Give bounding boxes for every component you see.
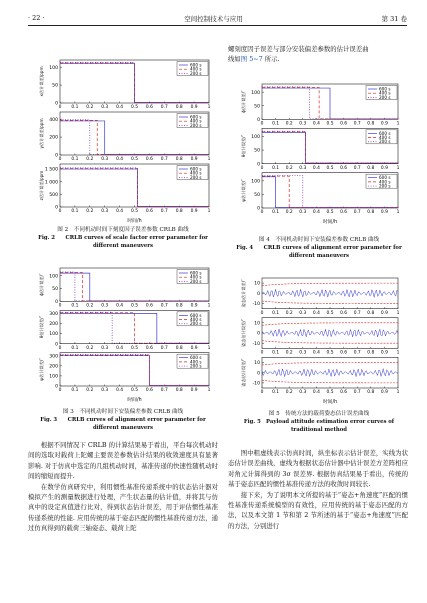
y-axis-label: θ估计误差/″ [241,134,246,158]
x-tick-label: 0.2 [285,310,293,316]
sigma-lower-bound [262,341,398,344]
x-tick-label: 0.7 [353,121,361,127]
x-tick-label: 0.1 [272,165,280,171]
x-tick-label: 0.1 [272,210,280,216]
figure-5-caption-cn: 图 5 传统方法的载荷姿态估计误差曲线 [268,411,370,417]
x-tick-label: 0.9 [380,121,388,127]
x-tick-label: 0.1 [71,345,79,351]
legend-label: 600 s [379,175,391,181]
x-tick-label: 0 [58,105,62,111]
y-tick-label: 0 [257,117,260,123]
x-tick-label: 0 [260,210,264,216]
x-tick-label: 0.9 [190,157,198,163]
x-tick-label: 0.3 [299,210,307,216]
legend-label: 400 s [190,359,202,365]
figure-4-caption [226,236,412,261]
figure-2-caption-en: Fig. 2 CRLB curves of scale factor error parameter for [38,235,208,242]
y-tick-label: 100 [251,179,260,185]
x-tick-label: 0.3 [101,303,109,309]
y-tick-label: 0 [55,205,58,211]
y-tick-label: 0 [55,342,58,348]
y-tick-label: 0 [55,153,58,159]
y-tick-label: 0 [55,299,58,305]
sigma-upper-bound [262,362,398,365]
y-tick-label: 50 [254,104,260,110]
x-axis-label: 时间/h [127,398,142,403]
legend-label: 400 s [190,317,202,323]
x-tick-label: 1 [207,157,211,163]
x-tick-label: 0.2 [86,303,94,309]
x-tick-label: 0.8 [367,121,375,127]
y-axis-label: 姿态估计误差/″ [241,358,246,387]
x-tick-label: 0.6 [340,310,348,316]
x-tick-label: 0.7 [160,209,168,215]
paragraph: 根据不同情况下 CRLB 的计算结果易于看出，平台每次机动时间的选取对载荷上陀螺主要误差参数估计结果的收敛速度具有显著影响. 对于仿真中选定的几组机动时间，基准传递的快速性随机动时间的缩短而提升. [28,441,218,481]
x-tick-label: 0.3 [299,350,307,356]
x-tick-label: 0 [58,157,62,163]
x-tick-label: 0.4 [312,210,320,216]
x-tick-label: 0.1 [272,350,280,356]
y-axis-label: 姿态估计误差/″ [241,318,246,348]
error-curve [262,289,398,297]
x-tick-label: 0.7 [353,165,361,171]
x-tick-label: 1 [207,105,211,111]
x-tick-label: 0.8 [367,310,375,316]
x-tick-label: 0.2 [285,350,293,356]
y-tick-label: 0 [257,162,260,168]
x-tick-label: 0.4 [116,157,124,163]
legend-label: 600 s [379,86,391,92]
x-tick-label: 0.3 [299,165,307,171]
y-tick-label: 50 [52,83,58,89]
y-tick-label: 100 [49,274,58,280]
y-tick-label: 50 [52,287,58,293]
y-tick-label: 1 000 [44,180,58,186]
fig2-chart-svg [30,58,215,223]
x-tick-label: 0.5 [326,121,334,127]
x-tick-label: 0.7 [353,350,361,356]
x-tick-label: 0.9 [190,303,198,309]
x-tick-label: 1 [396,121,400,127]
x-tick-label: 0.8 [175,345,183,351]
x-tick-label: 0.7 [160,303,168,309]
x-tick-label: 0.6 [340,165,348,171]
x-tick-label: 0.1 [71,303,79,309]
figure-reference-link[interactable]: 图 5~7 [240,55,263,64]
legend-label: 400 s [379,90,391,96]
x-tick-label: 0.9 [380,390,388,396]
x-tick-label: 0.5 [326,350,334,356]
y-tick-label: 100 [49,374,58,380]
figure-3-caption [28,408,218,433]
x-tick-label: 0.2 [86,209,94,215]
y-tick-label: -10 [252,341,260,347]
x-tick-label: 0.2 [285,390,293,396]
figure-3 [30,266,215,402]
fig4-chart-svg [232,82,404,224]
x-axis-label: 时间/h [322,400,338,405]
x-tick-label: 0.5 [131,303,138,309]
y-axis-label: 姿态估计误差/″ [241,279,246,308]
figure-3-caption-en: Fig. 3 CRLB curves of alignment error parameter for [40,417,206,424]
figure-4-caption-en-line2: different maneuvers [288,253,350,260]
x-tick-label: 0.6 [145,157,153,163]
journal-title: 空间控制技术与应用 [184,15,243,23]
volume-label: 第 31 卷 [381,15,407,23]
y-tick-label: 50 [254,148,260,154]
page-number: · 22 · [28,14,45,22]
x-tick-label: 0.5 [131,345,138,351]
x-tick-label: 0.5 [326,390,334,396]
x-tick-label: 0.3 [299,121,307,127]
x-tick-label: 0.3 [101,209,109,215]
y-tick-label: 0 [257,291,260,297]
x-tick-label: 0.4 [116,209,124,215]
x-tick-label: 0.4 [312,390,320,396]
figure-3-caption-en-line2: different maneuvers [92,425,154,432]
header-rule [28,25,407,26]
legend-label: 200 s [190,122,202,128]
x-tick-label: 0.6 [145,105,153,111]
x-tick-label: 0.4 [312,165,320,171]
x-tick-label: 0.1 [71,388,79,394]
x-tick-label: 1 [396,210,400,216]
x-tick-label: 0.4 [116,388,124,394]
x-tick-label: 0.1 [272,310,280,316]
legend-label: 400 s [190,274,202,280]
y-tick-label: -10 [252,381,260,387]
y-tick-label: 0 [257,331,260,337]
x-tick-label: 0.1 [272,390,280,396]
x-tick-label: 0.2 [86,157,94,163]
x-tick-label: 0.6 [145,209,153,215]
x-tick-label: 1 [396,390,400,396]
paragraph: 接下来，为了说明本文所提的基于“姿态+角速度”匹配的惯性基准传递系统模型的有效性，应用传统的基于姿态匹配的方法，以及本文第 1 节和第 2 节所述的基于“姿态+角速度”匹配的方法，分别进行 [228,490,408,530]
x-tick-label: 1 [207,303,211,309]
x-tick-label: 0.9 [190,388,198,394]
x-tick-label: 0.1 [71,209,79,215]
figure-5-caption-en-line2: traditional method [290,427,348,434]
figure-5 [232,276,404,404]
legend-label: 200 s [379,139,391,145]
x-tick-label: 0.5 [131,105,138,111]
figure-2-caption [28,226,218,251]
y-axis-label: x估计误差/ppm [39,66,44,97]
legend-label: 600 s [190,166,202,172]
x-tick-label: 1 [396,310,400,316]
x-tick-label: 1 [207,388,211,394]
y-tick-label: 50 [254,193,260,199]
x-tick-label: 0.5 [326,210,334,216]
x-tick-label: 0.2 [86,388,94,394]
intro-line-1: 螺刻度因子误差与部分安装偏差参数的估计误差曲 [228,45,369,53]
x-tick-label: 0 [260,390,264,396]
y-tick-label: 10 [254,361,260,367]
x-tick-label: 0.9 [190,345,198,351]
x-tick-label: 0.4 [312,121,320,127]
y-axis-label: ϕ估计误差/″ [39,273,44,296]
x-tick-label: 0.7 [160,105,168,111]
x-tick-label: 0.2 [285,165,293,171]
plot-frame [262,318,398,349]
legend-label: 200 s [190,174,202,180]
sigma-lower-bound [262,380,398,383]
y-tick-label: 10 [254,281,260,287]
x-tick-label: 0.7 [160,345,168,351]
y-axis-label: z估计误差/ppm [39,170,44,201]
x-tick-label: 0.4 [312,310,320,316]
figure-4 [232,82,404,224]
x-tick-label: 0.4 [116,303,124,309]
x-tick-label: 0 [58,303,62,309]
x-tick-label: 0.3 [101,105,109,111]
x-tick-label: 0.9 [380,350,388,356]
x-tick-label: 0.4 [312,350,320,356]
figure-4-caption-en: Fig. 4 CRLB curves of alignment error parameter for [236,245,402,252]
y-axis-label: y估计误差/ppm [39,118,44,149]
legend-label: 200 s [190,321,202,327]
legend-label: 600 s [190,114,202,120]
legend-label: 600 s [190,270,202,276]
figure-2-caption-en-line2: different maneuvers [92,243,154,250]
x-tick-label: 0.9 [380,310,388,316]
y-tick-label: 0 [257,206,260,212]
x-tick-label: 0.5 [326,165,334,171]
x-axis-label: 时间/h [322,220,338,225]
x-tick-label: 0.3 [299,310,307,316]
legend-label: 200 s [190,278,202,284]
right-intro [228,44,408,65]
right-column-text [228,448,408,531]
figure-5-caption-en: Fig. 5 Payload attitude estimation error curves of [243,419,395,426]
x-tick-label: 0.8 [175,209,183,215]
x-tick-label: 0.6 [340,121,348,127]
legend-label: 400 s [379,135,391,141]
legend-label: 200 s [190,363,202,369]
fig5-chart-svg [232,276,404,404]
legend-label: 600 s [190,62,202,68]
sigma-upper-bound [262,283,398,286]
y-tick-label: 0 [55,384,58,390]
x-tick-label: 0.7 [160,388,168,394]
x-tick-label: 0.7 [160,157,168,163]
x-tick-label: 0.5 [131,209,138,215]
x-tick-label: 0.7 [353,310,361,316]
y-tick-label: 10 [254,321,260,327]
y-tick-label: 100 [49,332,58,338]
y-tick-label: 100 [251,90,260,96]
x-tick-label: 0.5 [326,310,334,316]
x-tick-label: 0.5 [131,157,138,163]
x-tick-label: 0.8 [175,105,183,111]
legend-label: 600 s [190,355,202,361]
figure-3-caption-cn: 图 3 不同机动时间下安装偏差参数 CRLB 曲线 [62,409,184,415]
sigma-lower-bound [262,301,398,304]
x-tick-label: 0.4 [116,105,124,111]
y-tick-label: 100 [49,65,58,71]
legend-label: 400 s [190,66,202,72]
x-tick-label: 0.9 [380,165,388,171]
x-tick-label: 0.4 [116,345,124,351]
x-tick-label: 0 [260,121,264,127]
error-curve [262,369,398,377]
figure-2-caption-cn: 图 2 不同机动时间下刻度因子误差参数 CRLB 曲线 [57,227,189,233]
legend-label: 400 s [190,118,202,124]
y-tick-label: -10 [252,302,260,308]
figure-4-caption-cn: 图 4 不同机动时间下安装偏差参数 CRLB 曲线 [258,237,380,243]
x-tick-label: 0.8 [367,350,375,356]
x-tick-label: 0.8 [175,303,183,309]
x-tick-label: 0 [58,345,62,351]
left-column-text [28,440,218,534]
y-tick-label: 400 [49,117,58,123]
sigma-upper-bound [262,323,398,326]
x-tick-label: 0.8 [367,390,375,396]
intro-line-2: 线如图 5~7 所示. [228,55,280,64]
x-tick-label: 0.9 [190,209,198,215]
figure-5-caption [226,410,412,435]
error-curve [262,329,398,337]
x-tick-label: 0.2 [86,345,94,351]
x-tick-label: 0.3 [299,390,307,396]
y-axis-label: ψ估计误差/″ [39,358,44,381]
x-tick-label: 0.8 [175,157,183,163]
x-tick-label: 0.1 [272,121,280,127]
x-tick-label: 0.1 [71,157,79,163]
x-tick-label: 0.2 [285,210,293,216]
legend-label: 200 s [379,183,391,189]
y-tick-label: 100 [251,135,260,141]
fig3-chart-svg [30,266,215,402]
x-tick-label: 0.8 [175,388,183,394]
x-tick-label: 0 [58,209,62,215]
x-tick-label: 0 [260,310,264,316]
y-tick-label: 0 [257,371,260,377]
x-tick-label: 0.5 [131,388,138,394]
x-tick-label: 1 [396,165,400,171]
y-tick-label: 500 [49,192,58,198]
y-tick-label: 1 500 [44,167,58,173]
figure-2 [30,58,215,223]
x-tick-label: 0.2 [86,105,94,111]
legend-label: 400 s [190,170,202,176]
x-tick-label: 0.6 [340,390,348,396]
x-tick-label: 1 [396,350,400,356]
y-axis-label: ψ估计误差/″ [241,179,246,202]
legend-label: 600 s [190,312,202,318]
x-tick-label: 0.7 [353,210,361,216]
legend-label: 600 s [379,130,391,136]
y-tick-label: 300 [49,311,58,317]
x-tick-label: 0.3 [101,345,109,351]
x-tick-label: 1 [207,209,211,215]
y-tick-label: 200 [49,322,58,328]
x-tick-label: 0 [260,350,264,356]
x-tick-label: 0.3 [101,157,109,163]
x-tick-label: 0.8 [367,165,375,171]
paragraph: 图中粗虚线表示仿真时间，纵坐标表示估计误差，实线为状态估计误差曲线，虚线为根据状态估计器中估计误差方差阵相应对角元计算得到的 3σ 误差界. 根据仿真结果易于看出，传统的基于姿态匹配的惯性基准传递方法的收敛时间较长. [228,449,408,489]
x-tick-label: 0.6 [340,210,348,216]
y-axis-label: θ估计误差/″ [39,315,44,339]
x-tick-label: 1 [207,345,211,351]
x-tick-label: 0.9 [380,210,388,216]
y-tick-label: 0 [55,101,58,107]
y-tick-label: 200 [49,364,58,370]
legend-label: 200 s [379,94,391,100]
legend-label: 200 s [190,70,202,76]
x-tick-label: 0 [260,165,264,171]
x-tick-label: 0.2 [285,121,293,127]
x-tick-label: 0.8 [367,210,375,216]
paragraph: 在数学仿真研究中，利用惯性基准传递系统中的状态估计器对模拟产生的测量数据进行处理，产生状态量的估计值，并将其与仿真中的设定真值进行比对，得到状态估计误差，用于评估惯性基准传递系统的性能. 应用传统的基于姿态匹配的惯性基准传递方法，通过仿真得到的载荷三轴姿态、载荷上陀 [28,482,218,533]
legend-label: 400 s [379,179,391,185]
x-tick-label: 0.3 [101,388,109,394]
x-tick-label: 0.9 [190,105,198,111]
x-axis-label: 时间/h [127,219,142,224]
x-tick-label: 0.6 [145,345,153,351]
y-tick-label: 300 [49,354,58,360]
x-tick-label: 0 [58,388,62,394]
x-tick-label: 0.6 [340,350,348,356]
x-tick-label: 0.6 [145,388,153,394]
y-axis-label: ϕ估计误差/″ [241,90,246,113]
x-tick-label: 0.6 [145,303,153,309]
x-tick-label: 0.7 [353,390,361,396]
y-tick-label: 200 [49,135,58,141]
x-tick-label: 0.1 [71,105,79,111]
